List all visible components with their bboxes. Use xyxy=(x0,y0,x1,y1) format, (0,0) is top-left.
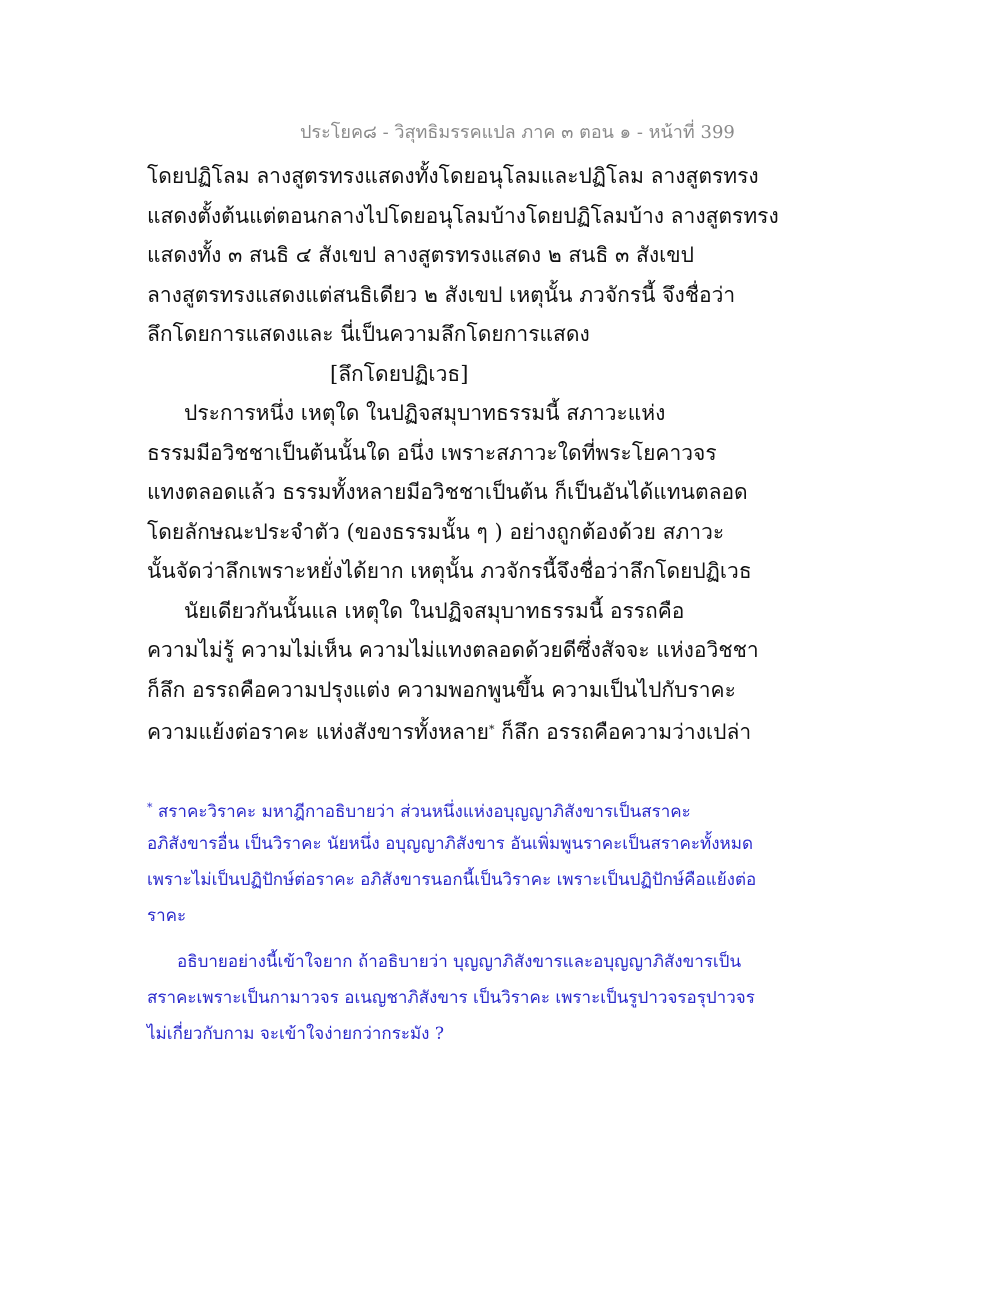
body-line xyxy=(147,710,907,750)
body-line: แสดงทั้ง ๓ สนธิ ๔ สังเขป ลางสูตรทรงแสดง ๒ สนธิ ๓ สังเขป xyxy=(147,243,694,267)
paragraph-first-line: นัยเดียวกันนั้นแล เหตุใด ในปฏิจสมุบาทธรรมนี้ อรรถคือ xyxy=(184,598,685,623)
body-line: โดยปฏิโลม ลางสูตรทรงแสดงทั้งโดยอนุโลมและปฏิโลม ลางสูตรทรง xyxy=(147,164,759,188)
page-header: ประโยค๘ - วิสุทธิมรรคแปล ภาค ๓ ตอน ๑ - หน้าที่ 399 xyxy=(300,122,735,143)
body-line: ธรรมมีอวิชชาเป็นต้นนั้นใด อนึ่ง เพราะสภาวะใดที่พระโยคาวจร xyxy=(147,440,717,465)
body-line: ลางสูตรทรงแสดงแต่สนธิเดียว ๒ สังเขป เหตุนั้น ภวจักรนี้ จึงชื่อว่า xyxy=(147,282,736,307)
footnote-line xyxy=(147,790,927,826)
footnote-reference-mark[interactable]: * xyxy=(488,723,495,736)
footnote-text: สราคะวิราคะ มหาฎีกาอธิบายว่า ส่วนหนึ่งแห่งอบุญญาภิสังขารเป็นสราคะ xyxy=(152,802,691,822)
body-line: แสดงตั้งต้นแต่ตอนกลางไปโดยอนุโลมบ้างโดยปฏิโลมบ้าง ลางสูตรทรง xyxy=(147,203,779,228)
footnotes xyxy=(147,790,927,1052)
body-line: ก็ลึก อรรถคือความปรุงแต่ง ความพอกพูนขึ้น ความเป็นไปกับราคะ xyxy=(147,677,736,702)
footnote-line: อภิสังขารอื่น เป็นวิราคะ นัยหนึ่ง อบุญญาภิสังขาร อันเพิ่มพูนราคะเป็นสราคะทั้งหมด xyxy=(147,834,753,854)
paragraph-first-line: ประการหนึ่ง เหตุใด ในปฏิจสมุบาทธรรมนี้ สภาวะแห่ง xyxy=(184,401,666,425)
body-line-text: ความแย้งต่อราคะ แห่งสังขารทั้งหลาย xyxy=(147,720,489,744)
footnote-line: ไม่เกี่ยวกับกาม จะเข้าใจง่ายกว่ากระมัง ? xyxy=(147,1024,445,1044)
body-line: แทงตลอดแล้ว ธรรมทั้งหลายมีอวิชชาเป็นต้น ก็เป็นอันได้แทนตลอด xyxy=(147,480,748,504)
body-line: นั้นจัดว่าลึกเพราะหยั่งได้ยาก เหตุนั้น ภวจักรนี้จึงชื่อว่าลึกโดยปฏิเวธ xyxy=(147,559,752,583)
section-heading: [ลึกโดยปฏิเวธ] xyxy=(330,361,469,386)
footnote-line: สราคะเพราะเป็นกามาวจร อเนญชาภิสังขาร เป็นวิราคะ เพราะเป็นรูปาวจรอรุปาวจร xyxy=(147,988,755,1008)
footnote-line: ราคะ xyxy=(147,906,187,926)
body-line: ความไม่รู้ ความไม่เห็น ความไม่แทงตลอดด้วยดีซึ่งสัจจะ แห่งอวิชชา xyxy=(147,638,759,662)
footnote-mark: * xyxy=(147,801,153,814)
footnote-line: เพราะไม่เป็นปฏิปักษ์ต่อราคะ อภิสังขารนอกนี้เป็นวิราคะ เพราะเป็นปฏิปักษ์คือแย้งต่อ xyxy=(147,870,757,890)
footnote-spacer xyxy=(147,934,927,944)
body-text xyxy=(147,157,907,750)
body-line: ลึกโดยการแสดงและ นี่เป็นความลึกโดยการแสดง xyxy=(147,322,590,346)
body-line: โดยลักษณะประจำตัว (ของธรรมนั้น ๆ ) อย่างถูกต้องด้วย สภาวะ xyxy=(147,519,725,544)
body-line-text: ก็ลึก อรรถคือความว่างเปล่า xyxy=(494,720,752,744)
footnote-paragraph-first-line: อธิบายอย่างนี้เข้าใจยาก ถ้าอธิบายว่า บุญญาภิสังขารและอบุญญาภิสังขารเป็น xyxy=(177,952,742,972)
